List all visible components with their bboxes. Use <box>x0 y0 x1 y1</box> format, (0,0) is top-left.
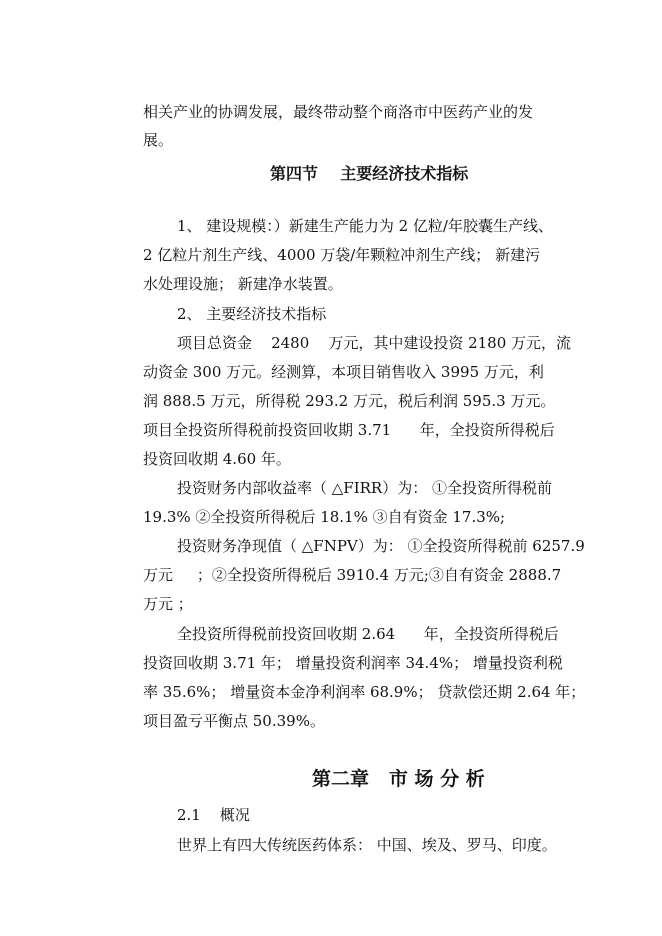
para3-line-1: 投资财务净现值（ △FNPV）为： ①全投资所得税前 6257.9 <box>177 537 585 555</box>
item2-title: 2、 主要经济技术指标 <box>177 305 327 323</box>
para3-line-3: 万元 ； <box>143 595 193 613</box>
item1-line-3: 水处理设施； 新建净水装置。 <box>143 275 343 293</box>
para2-line-1: 投资财务内部收益率（ △FIRR）为： ①全投资所得税前 <box>177 479 552 497</box>
intro-line-2: 展。 <box>143 131 174 149</box>
subsection-title: 2.1 概况 <box>177 806 250 824</box>
chapter-title: 第二章 市 场 分 析 <box>312 768 485 790</box>
para1-line-4: 项目全投资所得税前投资回收期 3.71 年，全投资所得税后 <box>143 421 555 439</box>
para1-line-3: 润 888.5 万元，所得税 293.2 万元，税后利润 595.3 万元。 <box>143 392 556 410</box>
para4-line-3: 率 35.6%； 增量资本金净利润率 68.9%； 贷款偿还期 2.64 年； <box>143 683 586 701</box>
section-title: 第四节 主要经济技术指标 <box>270 164 469 183</box>
para1-line-5: 投资回收期 4.60 年。 <box>143 450 291 468</box>
para2-line-2: 19.3% ②全投资所得税后 18.1% ③自有资金 17.3%; <box>143 508 506 526</box>
chapter-para1-line-1: 世界上有四大传统医药体系： 中国、埃及、罗马、印度。 <box>177 836 557 854</box>
intro-line-1: 相关产业的协调发展，最终带动整个商洛市中医药产业的发 <box>143 103 534 121</box>
para4-line-4: 项目盈亏平衡点 50.39%。 <box>143 712 325 730</box>
para4-line-2: 投资回收期 3.71 年； 增量投资利润率 34.4%； 增量投资利税 <box>143 654 563 672</box>
para3-line-2: 万元 ；②全投资所得税后 3910.4 万元;③自有资金 2888.7 <box>143 566 562 584</box>
item1-line-2: 2 亿粒片剂生产线、4000 万袋/年颗粒冲剂生产线； 新建污 <box>143 246 541 264</box>
para1-line-2: 动资金 300 万元。经测算，本项目销售收入 3995 万元，利 <box>143 363 544 381</box>
para4-line-1: 全投资所得税前投资回收期 2.64 年，全投资所得税后 <box>177 625 559 643</box>
item1-line-1: 1、 建设规模：）新建生产能力为 2 亿粒/年胶囊生产线、 <box>177 217 553 235</box>
para1-line-1: 项目总资金 2480 万元，其中建设投资 2180 万元，流 <box>177 334 572 352</box>
